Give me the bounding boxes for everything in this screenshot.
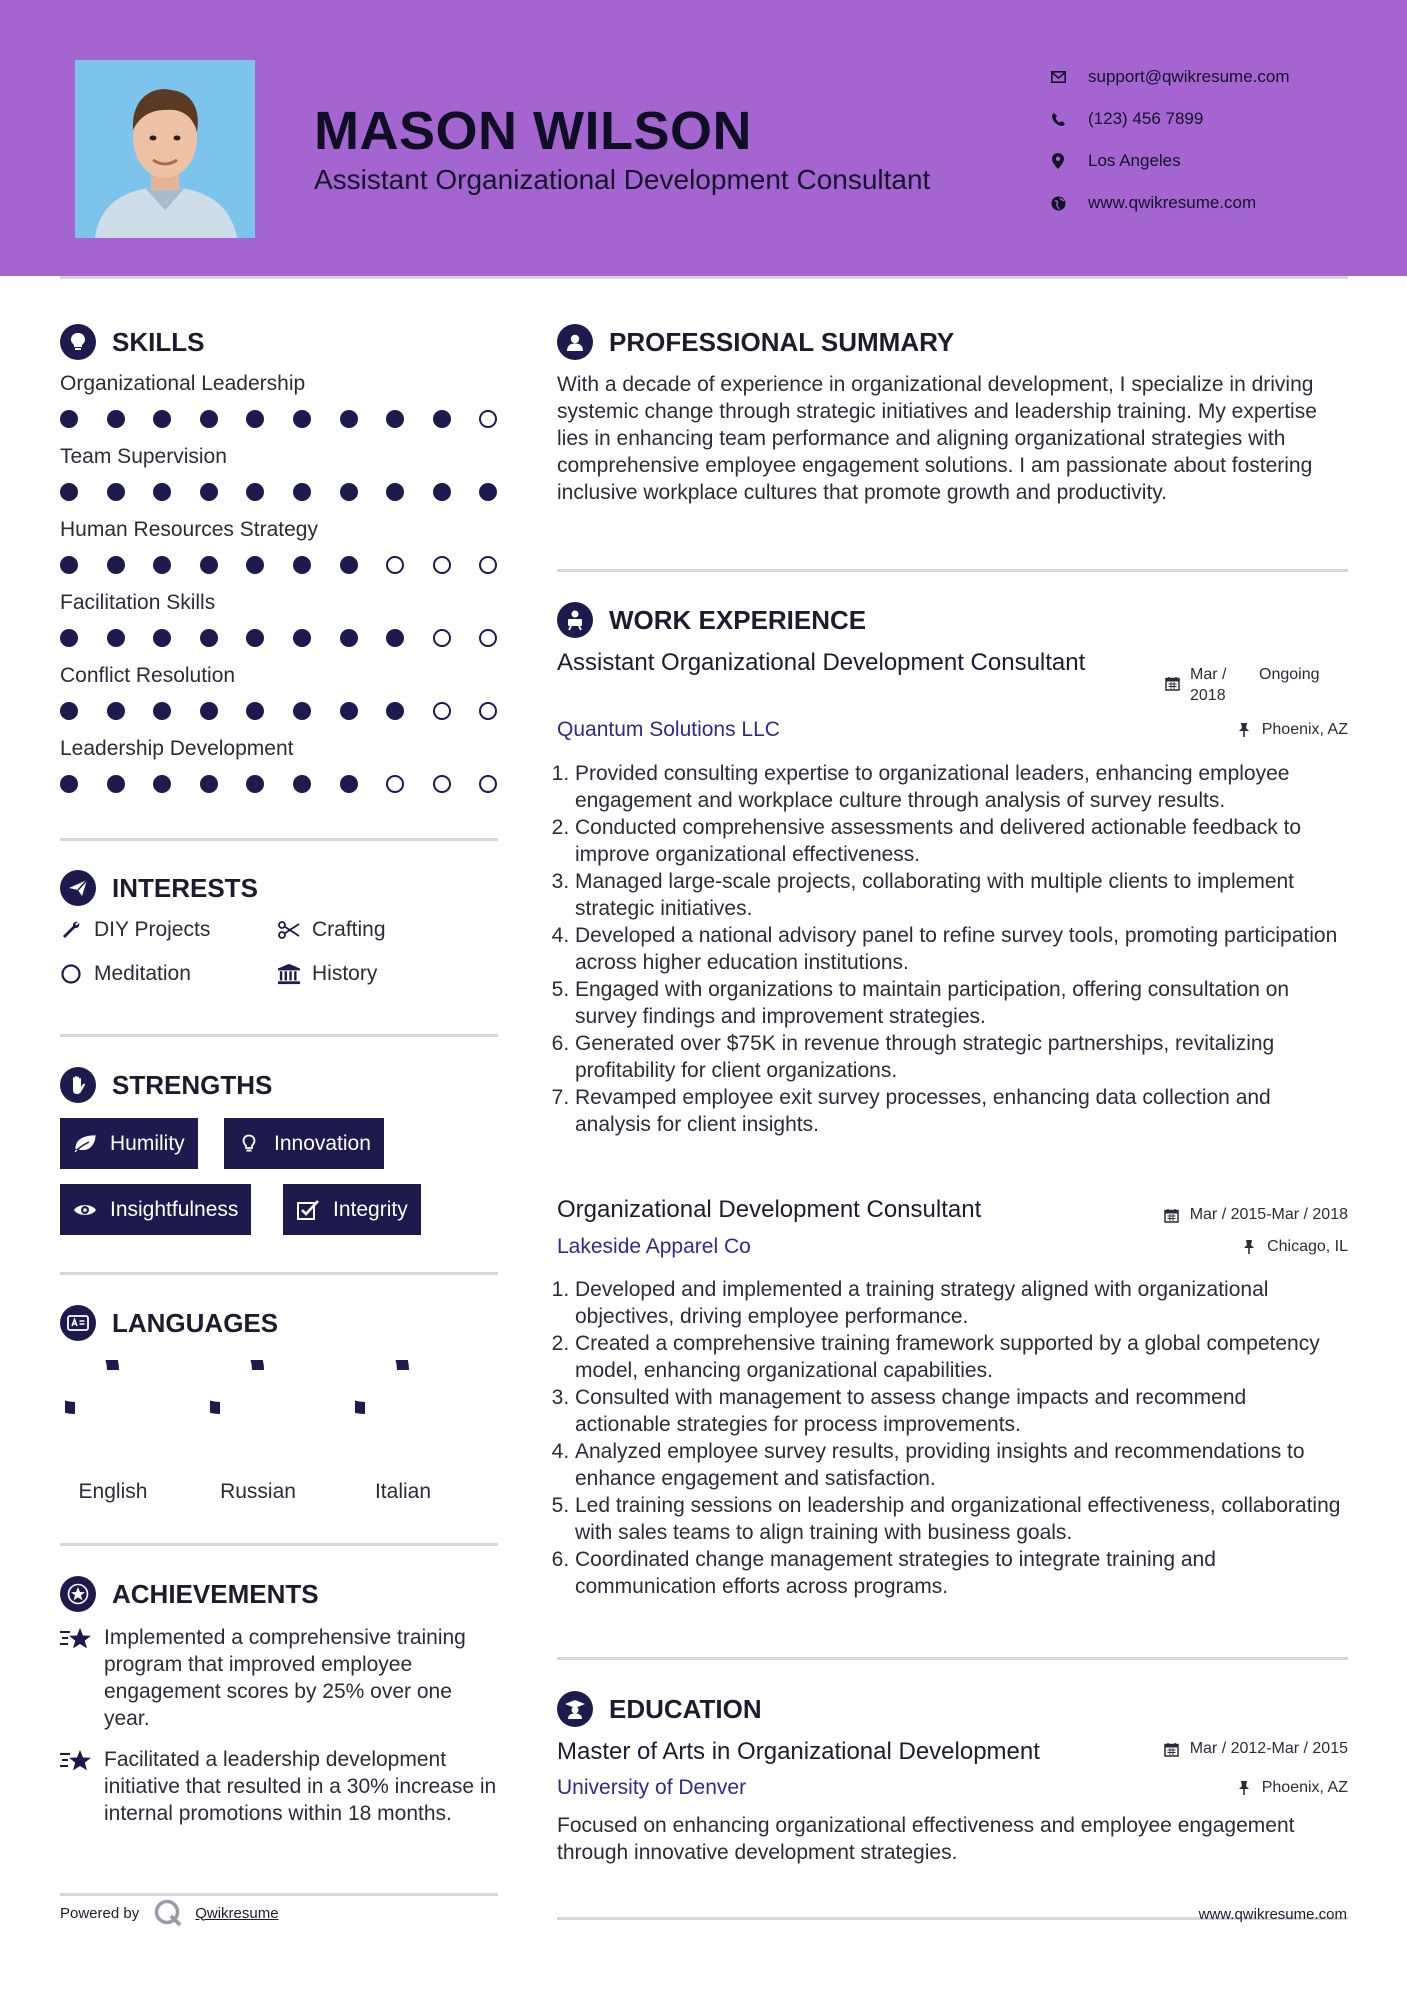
job-bullet: 6. Generated over $75K in revenue through strategic partnerships, revitalizing profitability for client organizations. [575,1030,1347,1084]
skill-dot-filled [60,702,78,720]
job-location [1236,721,1348,739]
skill-dot-filled [107,702,125,720]
job-title: Organizational Development Consultant [557,1196,982,1223]
strength-label: Humility [110,1131,185,1155]
contact-email-text: support@qwikresume.com [1088,67,1290,86]
section-divider [60,1893,498,1896]
job-bullet: 4. Analyzed employee survey results, providing insights and recommendations to enhance engagement and satisfaction. [575,1438,1347,1492]
job-location-text: Chicago, IL [1267,1238,1348,1255]
brand-link[interactable]: Qwikresume [195,1904,279,1922]
contact-phone-text: (123) 456 7899 [1088,109,1204,128]
skill-dot-filled [246,410,264,428]
skill-item [60,591,500,621]
scissors-icon [278,919,300,941]
strengths-title: STRENGTHS [112,1069,273,1100]
skill-dot-filled [60,775,78,793]
skill-name: Human Resources Strategy [60,518,318,541]
pushpin-icon [1241,1239,1257,1255]
job-bullet: 2. Created a comprehensive training framework supported by a global competency model, enhancing organizational capabilities. [575,1330,1347,1384]
interests-title: INTERESTS [112,872,258,903]
skill-rating [60,702,500,722]
interest-label: Crafting [312,918,386,941]
contact-website-text: www.qwikresume.com [1088,193,1257,212]
strength-tag [60,1118,198,1169]
education-dates-text: Mar / 2012-Mar / 2015 [1189,1740,1348,1757]
job-bullet: 1. Provided consulting expertise to organizational leaders, enhancing employee engagement and workplace culture through analysis of survey results. [575,760,1347,814]
achievement-item [60,1746,500,1827]
presenter-icon [557,602,593,638]
degree-title: Master of Arts in Organizational Development [557,1738,1040,1765]
section-divider [60,1272,498,1275]
section-divider [60,1543,498,1546]
star-icon [60,1746,94,1827]
circle-icon [60,963,82,985]
museum-icon [278,963,300,985]
skill-dot-filled [246,775,264,793]
section-divider [60,838,498,841]
achievement-text: Implemented a comprehensive training program that improved employee engagement scores by 25% over one year. [104,1626,466,1730]
languages-heading [60,1305,278,1341]
skill-dot-filled [107,410,125,428]
language-proficiency-ring [355,1360,451,1456]
education-location [1236,1779,1348,1797]
job-bullet: 3. Managed large-scale projects, collaborating with multiple clients to implement strategic initiatives. [575,868,1347,922]
contact-website[interactable] [1050,182,1290,224]
summary-text: With a decade of experience in organizational development, I specialize in driving systemic change through strategic initiatives and leadership training. My expertise lies in enhancing team performance and aligning organizational strategies with comprehensive employee engagement solutions. I am passionate about fostering inclusive workplace cultures that promote growth and productivity. [557,373,1317,504]
skill-dot-filled [107,483,125,501]
language-item [348,1360,458,1504]
skill-dot-filled [386,629,404,647]
interest-label: History [312,962,378,985]
skill-rating [60,775,500,795]
skill-dot-filled [153,775,171,793]
achievements-heading [60,1576,319,1612]
strength-label: Insightfulness [110,1197,239,1221]
skill-dot-filled [200,702,218,720]
skill-dot-empty [386,556,404,574]
skill-dot-filled [386,410,404,428]
experience-title: WORK EXPERIENCE [609,604,867,635]
section-divider [557,1657,1348,1660]
contact-location-text: Los Angeles [1088,151,1181,170]
skill-dot-empty [433,775,451,793]
skill-dot-filled [293,556,311,574]
skill-dot-filled [60,410,78,428]
language-proficiency-ring [65,1360,161,1456]
skill-item [60,664,500,694]
candidate-name: MASON WILSON [314,101,752,161]
language-item [58,1360,168,1504]
achievement-item [60,1624,500,1732]
strength-label: Integrity [333,1197,408,1221]
job-title: Assistant Organizational Development Consultant [557,649,1086,676]
strength-tag [283,1184,421,1235]
skill-dot-filled [153,410,171,428]
user-icon [557,324,593,360]
job-dates [1164,1206,1348,1224]
job-bullet: 6. Coordinated change management strategies to integrate training and communication efforts across programs. [575,1546,1347,1600]
education-heading [557,1691,762,1727]
job-bullets [557,1276,1347,1600]
job-bullet: 5. Engaged with organizations to maintain participation, offering consultation on survey findings and improvement strategies. [575,976,1347,1030]
job-bullet: 7. Revamped employee exit survey processes, enhancing data collection and analysis for client insights. [575,1084,1347,1138]
skill-dot-empty [433,629,451,647]
star-icon [60,1624,94,1732]
school-name: University of Denver [557,1776,747,1799]
skill-name: Leadership Development [60,737,294,760]
skill-dot-filled [107,629,125,647]
skill-dot-filled [340,556,358,574]
achievement-text: Facilitated a leadership development initiative that resulted in a 30% increase in internal promotions within 18 months. [104,1748,497,1825]
language-card-icon [60,1305,96,1341]
star-badge-icon [60,1576,96,1612]
interest-label: Meditation [94,962,191,985]
interest-item [278,962,377,986]
leaf-icon [72,1133,98,1155]
skill-dot-filled [153,629,171,647]
skill-dot-empty [479,775,497,793]
lightbulb-icon [236,1133,262,1155]
eye-icon [72,1199,98,1221]
skill-dot-filled [340,702,358,720]
wrench-icon [60,919,82,941]
skill-dot-filled [107,556,125,574]
skill-dot-filled [200,629,218,647]
skill-name: Team Supervision [60,445,227,468]
company-name: Lakeside Apparel Co [557,1235,751,1258]
skill-dot-filled [293,629,311,647]
skill-dot-filled [60,629,78,647]
pushpin-icon [1236,1780,1252,1796]
summary-heading [557,324,954,360]
calendar-icon [1164,675,1180,691]
contact-phone[interactable] [1050,98,1290,140]
education-dates [1164,1740,1348,1758]
skill-dot-filled [200,775,218,793]
powered-by [60,1898,279,1928]
resume-header [0,0,1407,276]
education-location-text: Phoenix, AZ [1261,1779,1348,1796]
skill-dot-filled [200,410,218,428]
contact-email[interactable] [1050,56,1290,98]
checkbox-icon [295,1199,321,1221]
summary-title: PROFESSIONAL SUMMARY [609,326,955,357]
lightbulb-icon [60,324,96,360]
job-bullet: 3. Consulted with management to assess change impacts and recommend actionable strategies for process improvements. [575,1384,1347,1438]
skill-dot-filled [386,483,404,501]
skill-dot-filled [340,410,358,428]
job-start-date: Mar / 2018 [1190,666,1227,704]
skill-dot-empty [479,629,497,647]
skill-dot-empty [479,556,497,574]
calendar-icon [1164,1741,1180,1757]
job-dates [1164,664,1326,706]
skill-name: Facilitation Skills [60,591,216,614]
strength-tag [224,1118,384,1169]
skill-dot-empty [433,702,451,720]
skill-item [60,518,500,548]
language-label: English [78,1480,148,1503]
job-end-date: Ongoing [1259,666,1320,683]
skill-dot-filled [153,702,171,720]
footer-website[interactable]: www.qwikresume.com [1198,1906,1347,1923]
phone-icon [1050,111,1066,127]
skill-item [60,445,500,475]
candidate-title: Assistant Organizational Development Consultant [314,164,931,195]
skill-dot-filled [479,483,497,501]
job-bullet: 2. Conducted comprehensive assessments and delivered actionable feedback to improve organizational effectiveness. [575,814,1347,868]
envelope-icon [1050,69,1066,85]
skill-dot-filled [293,483,311,501]
skill-dot-empty [433,556,451,574]
skill-dot-filled [200,556,218,574]
skill-dot-filled [293,702,311,720]
skill-dot-filled [340,629,358,647]
skill-dot-filled [246,629,264,647]
contact-list [1050,56,1290,224]
skill-dot-filled [153,556,171,574]
strengths-heading [60,1067,272,1103]
skill-dot-filled [340,483,358,501]
skill-rating [60,629,500,649]
skill-dot-filled [60,483,78,501]
calendar-icon [1164,1207,1180,1223]
skill-rating [60,483,500,503]
skills-heading [60,324,204,360]
strength-tag [60,1184,251,1235]
language-label: Italian [374,1480,432,1503]
section-divider [60,1034,498,1037]
skill-dot-empty [479,702,497,720]
skill-item [60,737,500,767]
skill-dot-filled [153,483,171,501]
skill-dot-filled [246,483,264,501]
skill-dot-filled [433,483,451,501]
education-description: Focused on enhancing organizational effectiveness and employee engagement through innovative development strategies. [557,1814,1295,1864]
job-location-text: Phoenix, AZ [1261,721,1348,738]
company-name: Quantum Solutions LLC [557,718,780,741]
interest-item [60,962,191,986]
experience-heading [557,602,866,638]
map-pin-icon [1050,153,1066,169]
skill-dot-filled [293,775,311,793]
skill-dot-empty [386,775,404,793]
graduate-icon [557,1691,593,1727]
interest-item [60,918,210,942]
interests-heading [60,870,258,906]
skill-rating [60,556,500,576]
skill-dot-filled [433,410,451,428]
language-proficiency-arc [210,1360,258,1408]
job-bullets [557,760,1347,1138]
contact-location [1050,140,1290,182]
interest-label: DIY Projects [94,918,211,941]
achievements-title: ACHIEVEMENTS [112,1578,319,1609]
skill-dot-filled [246,556,264,574]
paper-plane-icon [60,870,96,906]
skill-name: Conflict Resolution [60,664,236,687]
skill-dot-filled [386,702,404,720]
skill-dot-filled [60,556,78,574]
globe-icon [1050,195,1066,211]
languages-title: LANGUAGES [112,1307,279,1338]
skill-rating [60,410,500,430]
skill-name: Organizational Leadership [60,372,306,395]
language-proficiency-ring [210,1360,306,1456]
skill-item [60,372,500,402]
job-bullet: 5. Led training sessions on leadership and organizational effectiveness, collaborating with sales teams to align training with business goals. [575,1492,1347,1546]
skill-dot-filled [293,410,311,428]
job-bullet: 1. Developed and implemented a training strategy aligned with organizational objectives, driving employee performance. [575,1276,1347,1330]
skill-dot-filled [107,775,125,793]
header-divider [60,276,1348,279]
language-item [203,1360,313,1504]
profile-photo [75,60,255,238]
skills-title: SKILLS [112,326,205,357]
skill-dot-filled [340,775,358,793]
section-divider [557,569,1348,572]
language-label: Russian [220,1480,296,1503]
skill-dot-filled [246,702,264,720]
strength-label: Innovation [274,1131,371,1155]
skill-dot-empty [479,410,497,428]
pushpin-icon [1236,722,1252,738]
job-location [1241,1238,1348,1256]
job-dates-text: Mar / 2015-Mar / 2018 [1189,1206,1348,1223]
hand-icon [60,1067,96,1103]
language-proficiency-arc [355,1360,403,1408]
job-bullet: 4. Developed a national advisory panel to refine survey tools, promoting participation across higher education institutions. [575,922,1347,976]
education-title: EDUCATION [609,1693,762,1724]
skill-dot-filled [200,483,218,501]
interest-item [278,918,386,942]
qwikresume-logo-icon [153,1898,183,1928]
language-proficiency-arc [65,1360,113,1408]
powered-by-label: Powered by [60,1904,140,1922]
